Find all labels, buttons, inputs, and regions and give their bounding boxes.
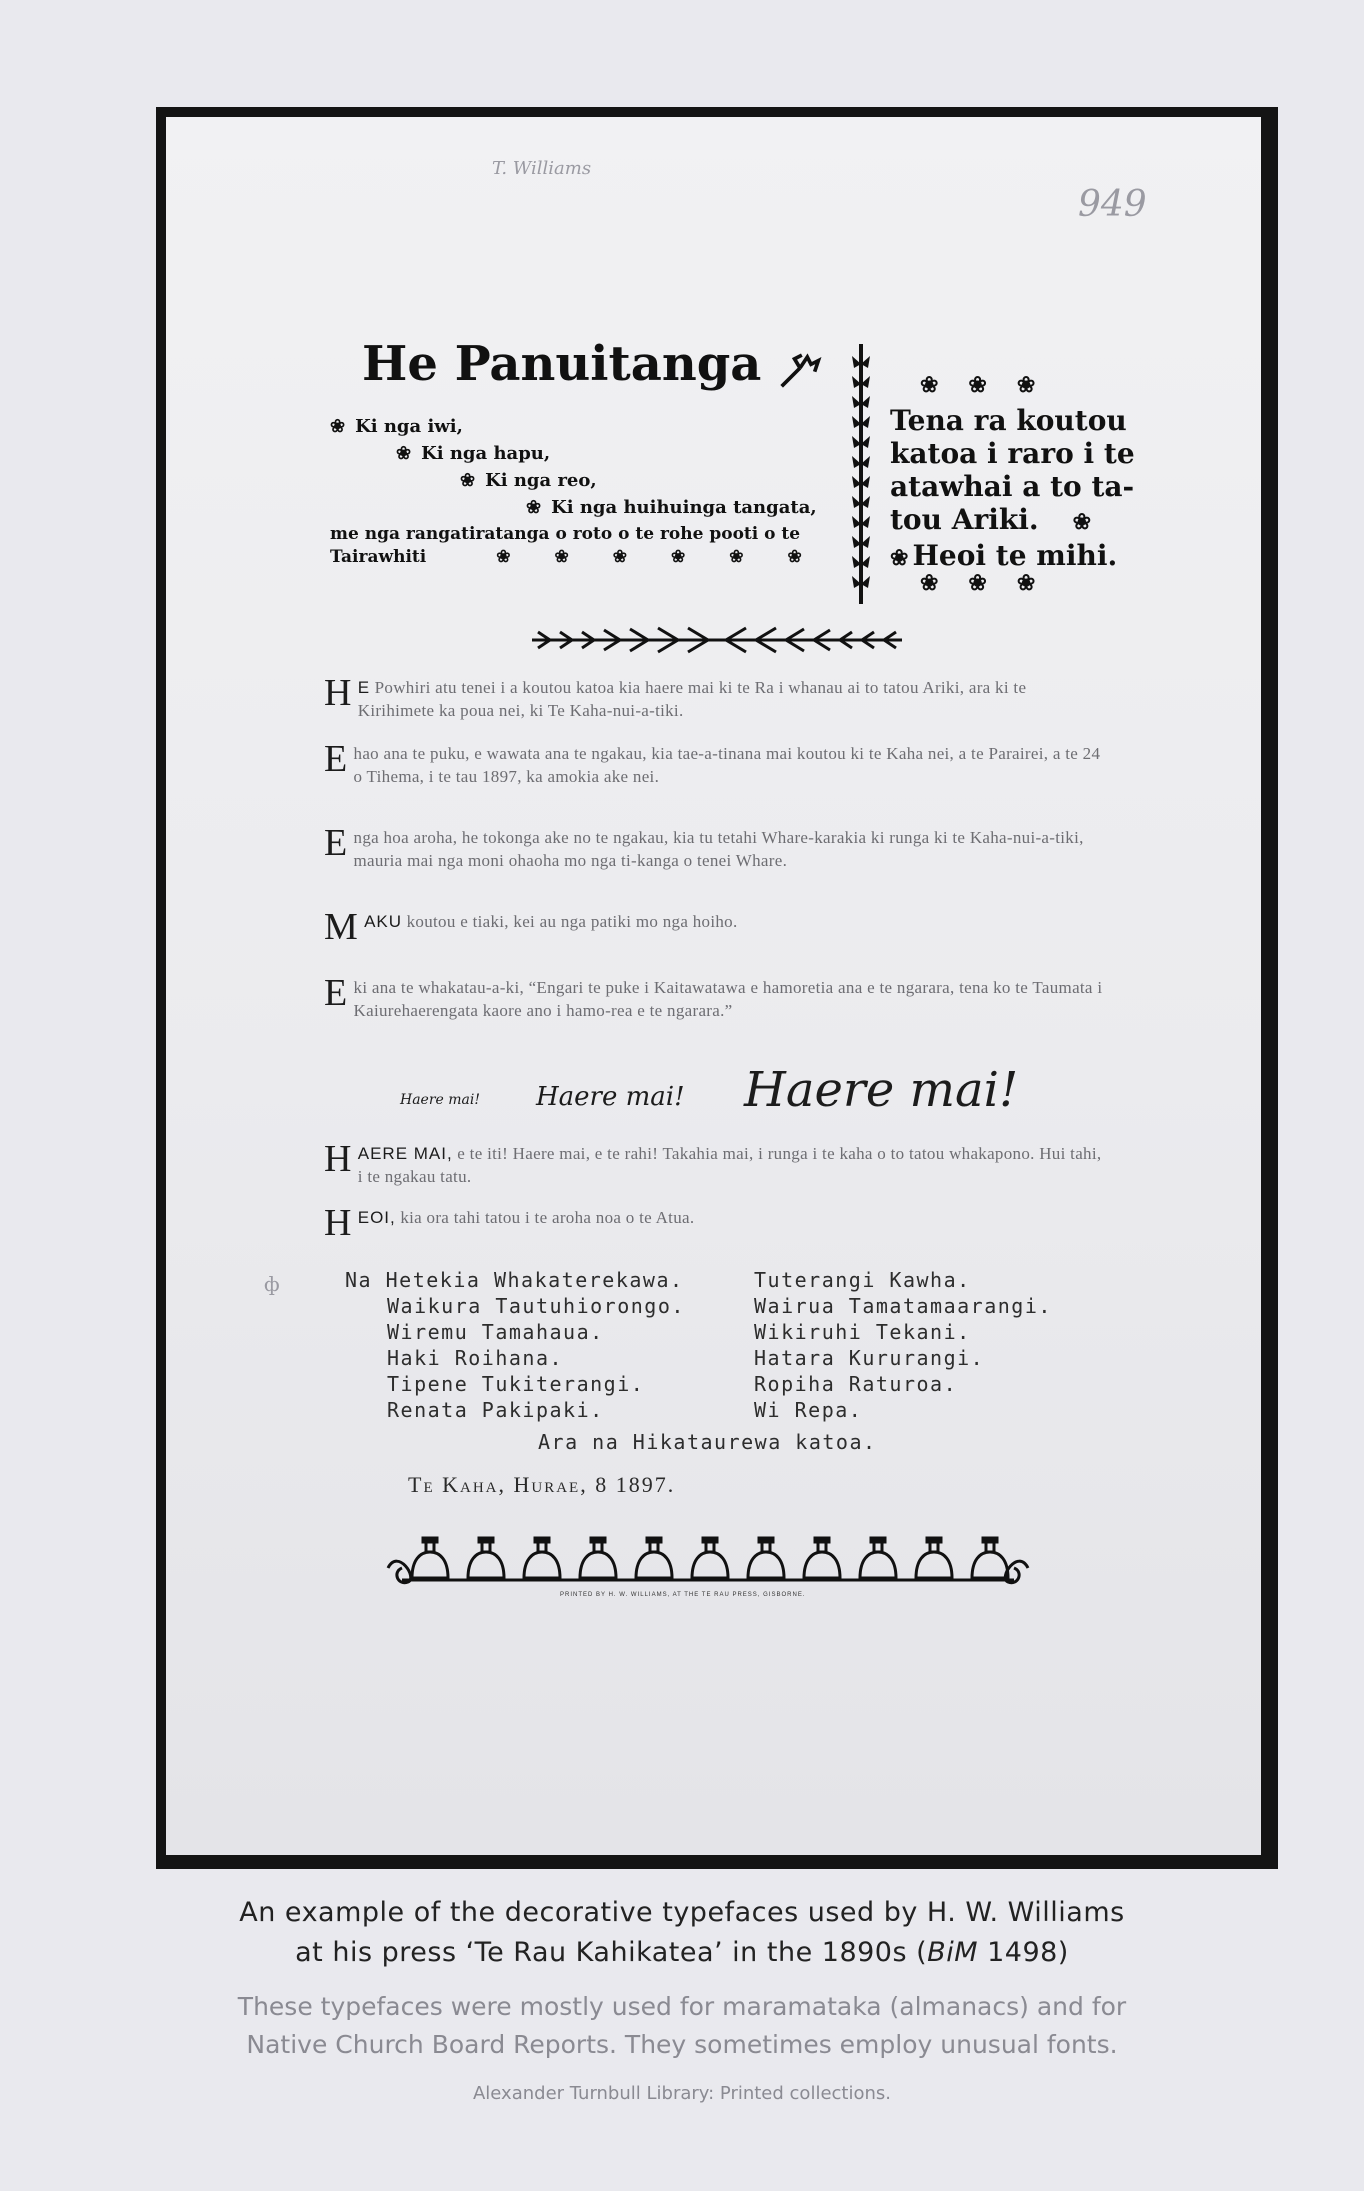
flower-row-top: ❀❀❀ (920, 372, 1066, 398)
drop-cap: E (324, 738, 348, 780)
signatory: Hatara Kururangi. (754, 1346, 985, 1370)
crown-icon (916, 1538, 952, 1578)
haere-medium: Haere mai! (536, 1082, 685, 1112)
caption-credit: Alexander Turnbull Library: Printed collections. (472, 2083, 891, 2104)
paragraph-7: HEOI, kia ora tahi tatou i te aroha noa o te Atua. (324, 1202, 695, 1244)
signatories-footer: Ara na Hikataurewa katoa. (538, 1430, 877, 1454)
signatory: Tipene Tukiterangi. (387, 1372, 645, 1396)
flower-ornament-icon (778, 346, 822, 390)
printer-imprint: PRINTED BY H. W. WILLIAMS, AT THE TE RAU PRESS, GISBORNE. (560, 1592, 806, 1598)
signatory: Haki Roihana. (387, 1346, 564, 1370)
signatories-right (754, 1267, 1052, 1423)
caption-sub-2: Native Church Board Reports. They sometimes employ unusual fonts. (246, 2030, 1118, 2059)
signatory: Wairua Tamatamaarangi. (754, 1294, 1052, 1318)
pencil-annotation: T. Williams (492, 158, 592, 179)
paragraph-5: Eki ana te whakatau-a-ki, “Engari te puke i Kaitawatawa e hamoretia ana e te ngarara, tena ko te Taumata i Kaiurehaerengata kaore ano i hamo-rea e te ngarara.” (324, 972, 1103, 1020)
margin-mark: ф (264, 1272, 280, 1296)
address-line-4: ❀ Ki nga huihuinga tangata, (526, 497, 817, 518)
paragraph-3: Enga hoa aroha, he tokonga ake no te ngakau, kia tu tetahi Whare-karakia ki runga ki te Kaha-nui-a-tiki, mauria mai nga moni ohaoha mo nga ti-kanga o tenei Whare. (324, 822, 1084, 870)
drop-cap: E (324, 822, 348, 864)
drop-cap: H (324, 672, 352, 714)
address-line-6: Tairawhiti ❀❀❀❀❀❀ (330, 547, 846, 567)
pencil-number: 949 (1078, 184, 1147, 225)
crown-icon (580, 1538, 616, 1578)
greeting-block (890, 404, 1135, 575)
page-title (362, 336, 822, 392)
address-line-2: ❀ Ki nga hapu, (396, 443, 551, 464)
vertical-ornament-rule (848, 344, 874, 604)
signatory: Ropiha Raturoa. (754, 1372, 958, 1396)
place-date: Te Kaha, Hurae, 8 1897. (408, 1472, 676, 1497)
crown-ornament-band (382, 1530, 1034, 1590)
greeting-line: Tena ra koutou (890, 404, 1127, 437)
paragraph-4: MAKU koutou e tiaki, kei au nga patiki mo nga hoiho. (324, 906, 738, 948)
caption-line-1: An example of the decorative typefaces used by H. W. Williams (239, 1897, 1125, 1928)
horizontal-ornament-rule (528, 625, 906, 655)
haere-small: Haere mai! (400, 1092, 480, 1108)
paragraph-1: H E Powhiri atu tenei i a koutou katoa kia haere mai ki te Ra i whanau ai to tatou Ariki, ara ki te Kirihimete ka poua nei, ki Te Kaha-nui-a-tiki. (324, 672, 1027, 720)
greeting-line: ❀ Heoi te mihi. (890, 539, 1118, 572)
drop-cap: H (324, 1138, 352, 1180)
drop-cap: H (324, 1202, 352, 1244)
address-line-3: ❀ Ki nga reo, (460, 470, 597, 491)
signatory: Renata Pakipaki. (387, 1398, 604, 1422)
crown-icon (412, 1538, 448, 1578)
crown-icon (692, 1538, 728, 1578)
flower-row-bottom: ❀❀❀ (920, 570, 1066, 596)
signatory: Wikiruhi Tekani. (754, 1320, 971, 1344)
signatory: Wi Repa. (754, 1398, 863, 1422)
greeting-line: tou Ariki. ❀ (890, 503, 1092, 536)
crown-icon (860, 1538, 896, 1578)
signatory: Waikura Tautuhiorongo. (387, 1294, 685, 1318)
greeting-line: katoa i raro i te (890, 437, 1135, 470)
crown-icon (748, 1538, 784, 1578)
paragraph-2: Ehao ana te puku, e wawata ana te ngakau, kia tae-a-tinana mai koutou ki te Kaha nei, a te Parairei, a te 24 o Tihema, i te tau 1897, ka amokia ake nei. (324, 738, 1101, 786)
crown-icon (804, 1538, 840, 1578)
haere-large: Haere mai! (744, 1062, 1019, 1118)
crown-icon (524, 1538, 560, 1578)
page-title-text: He Panuitanga (362, 336, 762, 392)
caption-line-2: at his press ‘Te Rau Kahikatea’ in the 1890s (BiM 1498) (295, 1937, 1069, 1968)
greeting-line: atawhai a to ta- (890, 470, 1135, 503)
crown-icon (972, 1538, 1008, 1578)
crown-icon (636, 1538, 672, 1578)
signatory: Na Hetekia Whakaterekawa. (345, 1268, 684, 1292)
address-line-5: me nga rangatiratanga o roto o te rohe pooti o te (330, 524, 801, 544)
drop-cap: M (324, 906, 359, 948)
signatory: Wiremu Tamahaua. (387, 1320, 604, 1344)
crown-icon (468, 1538, 504, 1578)
address-line-1: ❀ Ki nga iwi, (330, 416, 463, 437)
caption-sub-1: These typefaces were mostly used for maramataka (almanacs) and for (237, 1992, 1127, 2021)
signatory: Tuterangi Kawha. (754, 1268, 971, 1292)
signatories-left (345, 1267, 685, 1423)
drop-cap: E (324, 972, 348, 1014)
paragraph-6: HAERE MAI, e te iti! Haere mai, e te rahi! Takahia mai, i runga i te kaha o to tatou whakapono. Hui tahi, i te ngakau tatu. (324, 1138, 1102, 1186)
